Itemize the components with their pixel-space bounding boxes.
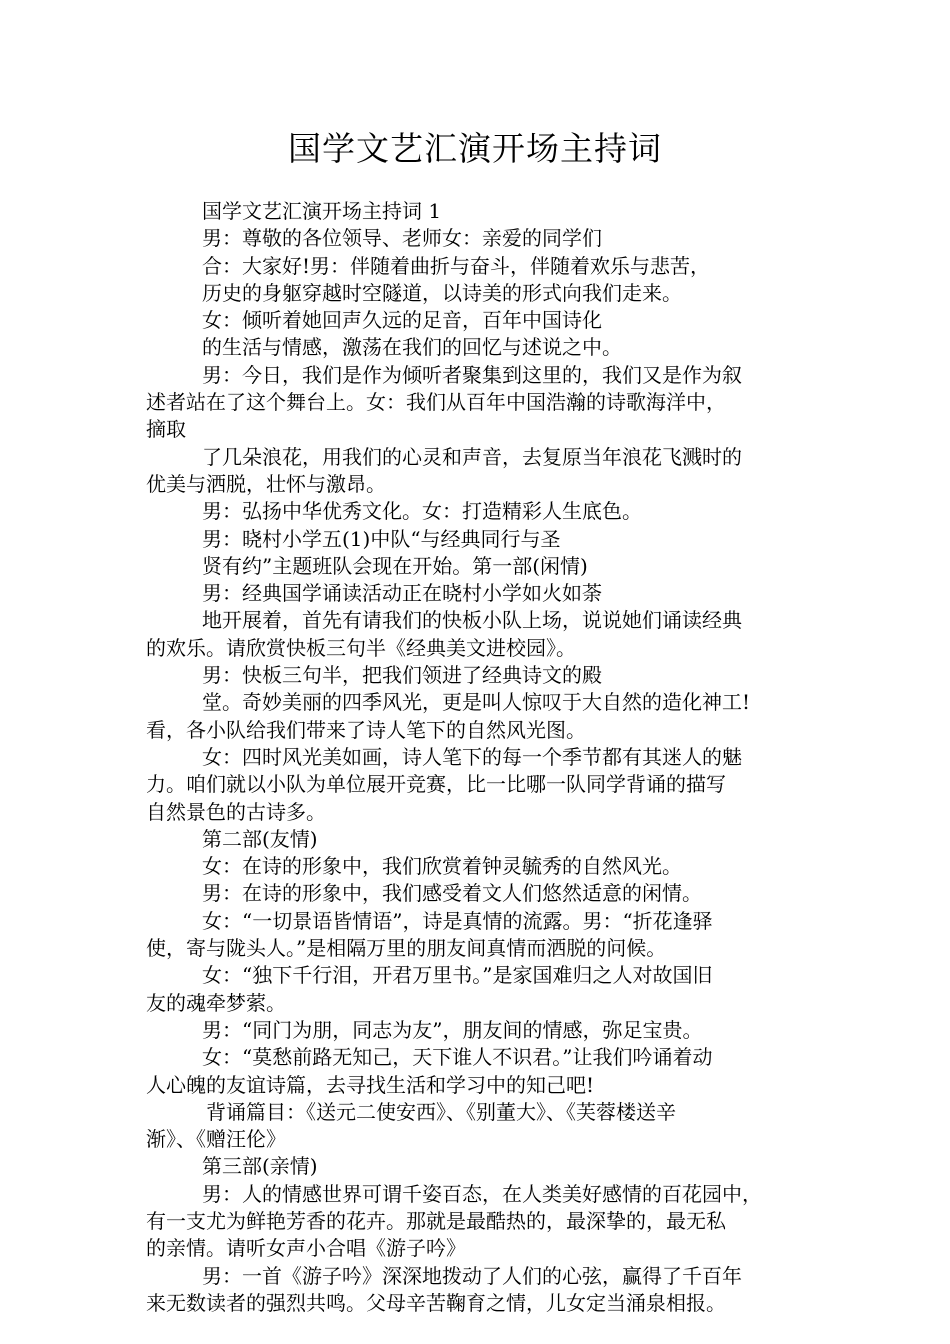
text-line: 男：在诗的形象中，我们感受着文人们悠然适意的闲情。 <box>202 881 702 906</box>
text-line: 力。咱们就以小队为单位展开竞赛，比一比哪一队同学背诵的描写 <box>146 772 726 797</box>
text-line: 看，各小队给我们带来了诗人笔下的自然风光图。 <box>146 717 586 742</box>
text-line: 男：今日，我们是作为倾听者聚集到这里的，我们又是作为叙 <box>202 362 742 387</box>
text-line: 历史的身躯穿越时空隧道，以诗美的形式向我们走来。 <box>202 280 682 305</box>
text-line: 人心魄的友谊诗篇，去寻找生活和学习中的知己吧! <box>146 1072 595 1097</box>
text-line: 合：大家好!男：伴随着曲折与奋斗，伴随着欢乐与悲苦， <box>202 253 711 278</box>
text-line: 优美与洒脱，壮怀与激昂。 <box>146 471 386 496</box>
text-line: 友的魂牵梦萦。 <box>146 990 286 1015</box>
text-line: 女：“一切景语皆情语”，诗是真情的流露。男：“折花逢驿 <box>202 908 713 933</box>
text-line: 来无数读者的强烈共鸣。父母辛苦鞠育之情，儿女定当涌泉相报。 <box>146 1290 726 1315</box>
text-line: 男：尊敬的各位领导、老师女：亲爱的同学们 <box>202 226 602 251</box>
text-line: 摘取 <box>146 417 186 442</box>
text-line: 男：经典国学诵读活动正在晓村小学如火如荼 <box>202 581 602 606</box>
text-line: 渐》、《赠汪伦》 <box>146 1127 286 1152</box>
text-line: 男：一首《游子吟》深深地拨动了人们的心弦，赢得了千百年 <box>202 1263 742 1288</box>
text-line: 女：“独下千行泪，开君万里书。”是家国难归之人对故国旧 <box>202 963 713 988</box>
text-line: 有一支尤为鲜艳芳香的花卉。那就是最酷热的，最深挚的，最无私 <box>146 1208 726 1233</box>
text-line: 男：弘扬中华优秀文化。女：打造精彩人生底色。 <box>202 499 642 524</box>
text-line: 的亲情。请听女声小合唱《游子吟》 <box>146 1236 466 1261</box>
text-line: 了几朵浪花，用我们的心灵和声音，去复原当年浪花飞溅时的 <box>202 444 742 469</box>
text-line: 第二部(友情) <box>202 826 318 851</box>
text-line: 女：“莫愁前路无知己，天下谁人不识君。”让我们吟诵着动 <box>202 1045 713 1070</box>
text-line: 述者站在了这个舞台上。女：我们从百年中国浩瀚的诗歌海洋中， <box>146 390 726 415</box>
text-line: 国学文艺汇演开场主持词 1 <box>202 199 442 223</box>
text-line: 背诵篇目：《送元二使安西》、《别董大》、《芙蓉楼送辛 <box>206 1099 676 1124</box>
text-line: 使，寄与陇头人。”是相隔万里的朋友间真情而洒脱的问候。 <box>146 936 667 961</box>
text-line: 堂。奇妙美丽的四季风光，更是叫人惊叹于大自然的造化神工! <box>202 690 751 715</box>
text-line: 男：晓村小学五(1)中队“与经典同行与圣 <box>202 526 561 551</box>
text-line: 贤有约”主题班队会现在开始。第一部(闲情) <box>202 553 588 578</box>
text-line: 的生活与情感，激荡在我们的回忆与述说之中。 <box>202 335 622 360</box>
text-line: 女：在诗的形象中，我们欣赏着钟灵毓秀的自然风光。 <box>202 854 682 879</box>
document-body <box>146 198 816 1317</box>
text-line: 男：人的情感世界可谓千姿百态，在人类美好感情的百花园中， <box>202 1181 762 1206</box>
text-line: 的欢乐。请欣赏快板三句半《经典美文进校园》。 <box>146 635 576 660</box>
text-line: 自然景色的古诗多。 <box>146 799 326 824</box>
document-title: 国学文艺汇演开场主持词 <box>288 129 662 168</box>
text-line: 地开展着，首先有请我们的快板小队上场，说说她们诵读经典 <box>202 608 742 633</box>
text-line: 第三部(亲情) <box>202 1154 318 1179</box>
text-line: 女：四时风光美如画，诗人笔下的每一个季节都有其迷人的魅 <box>202 744 742 769</box>
text-line: 女：倾听着她回声久远的足音，百年中国诗化 <box>202 308 602 333</box>
text-line: 男：“同门为朋，同志为友”，朋友间的情感，弥足宝贵。 <box>202 1017 703 1042</box>
text-line: 男：快板三句半，把我们领进了经典诗文的殿 <box>202 663 602 688</box>
